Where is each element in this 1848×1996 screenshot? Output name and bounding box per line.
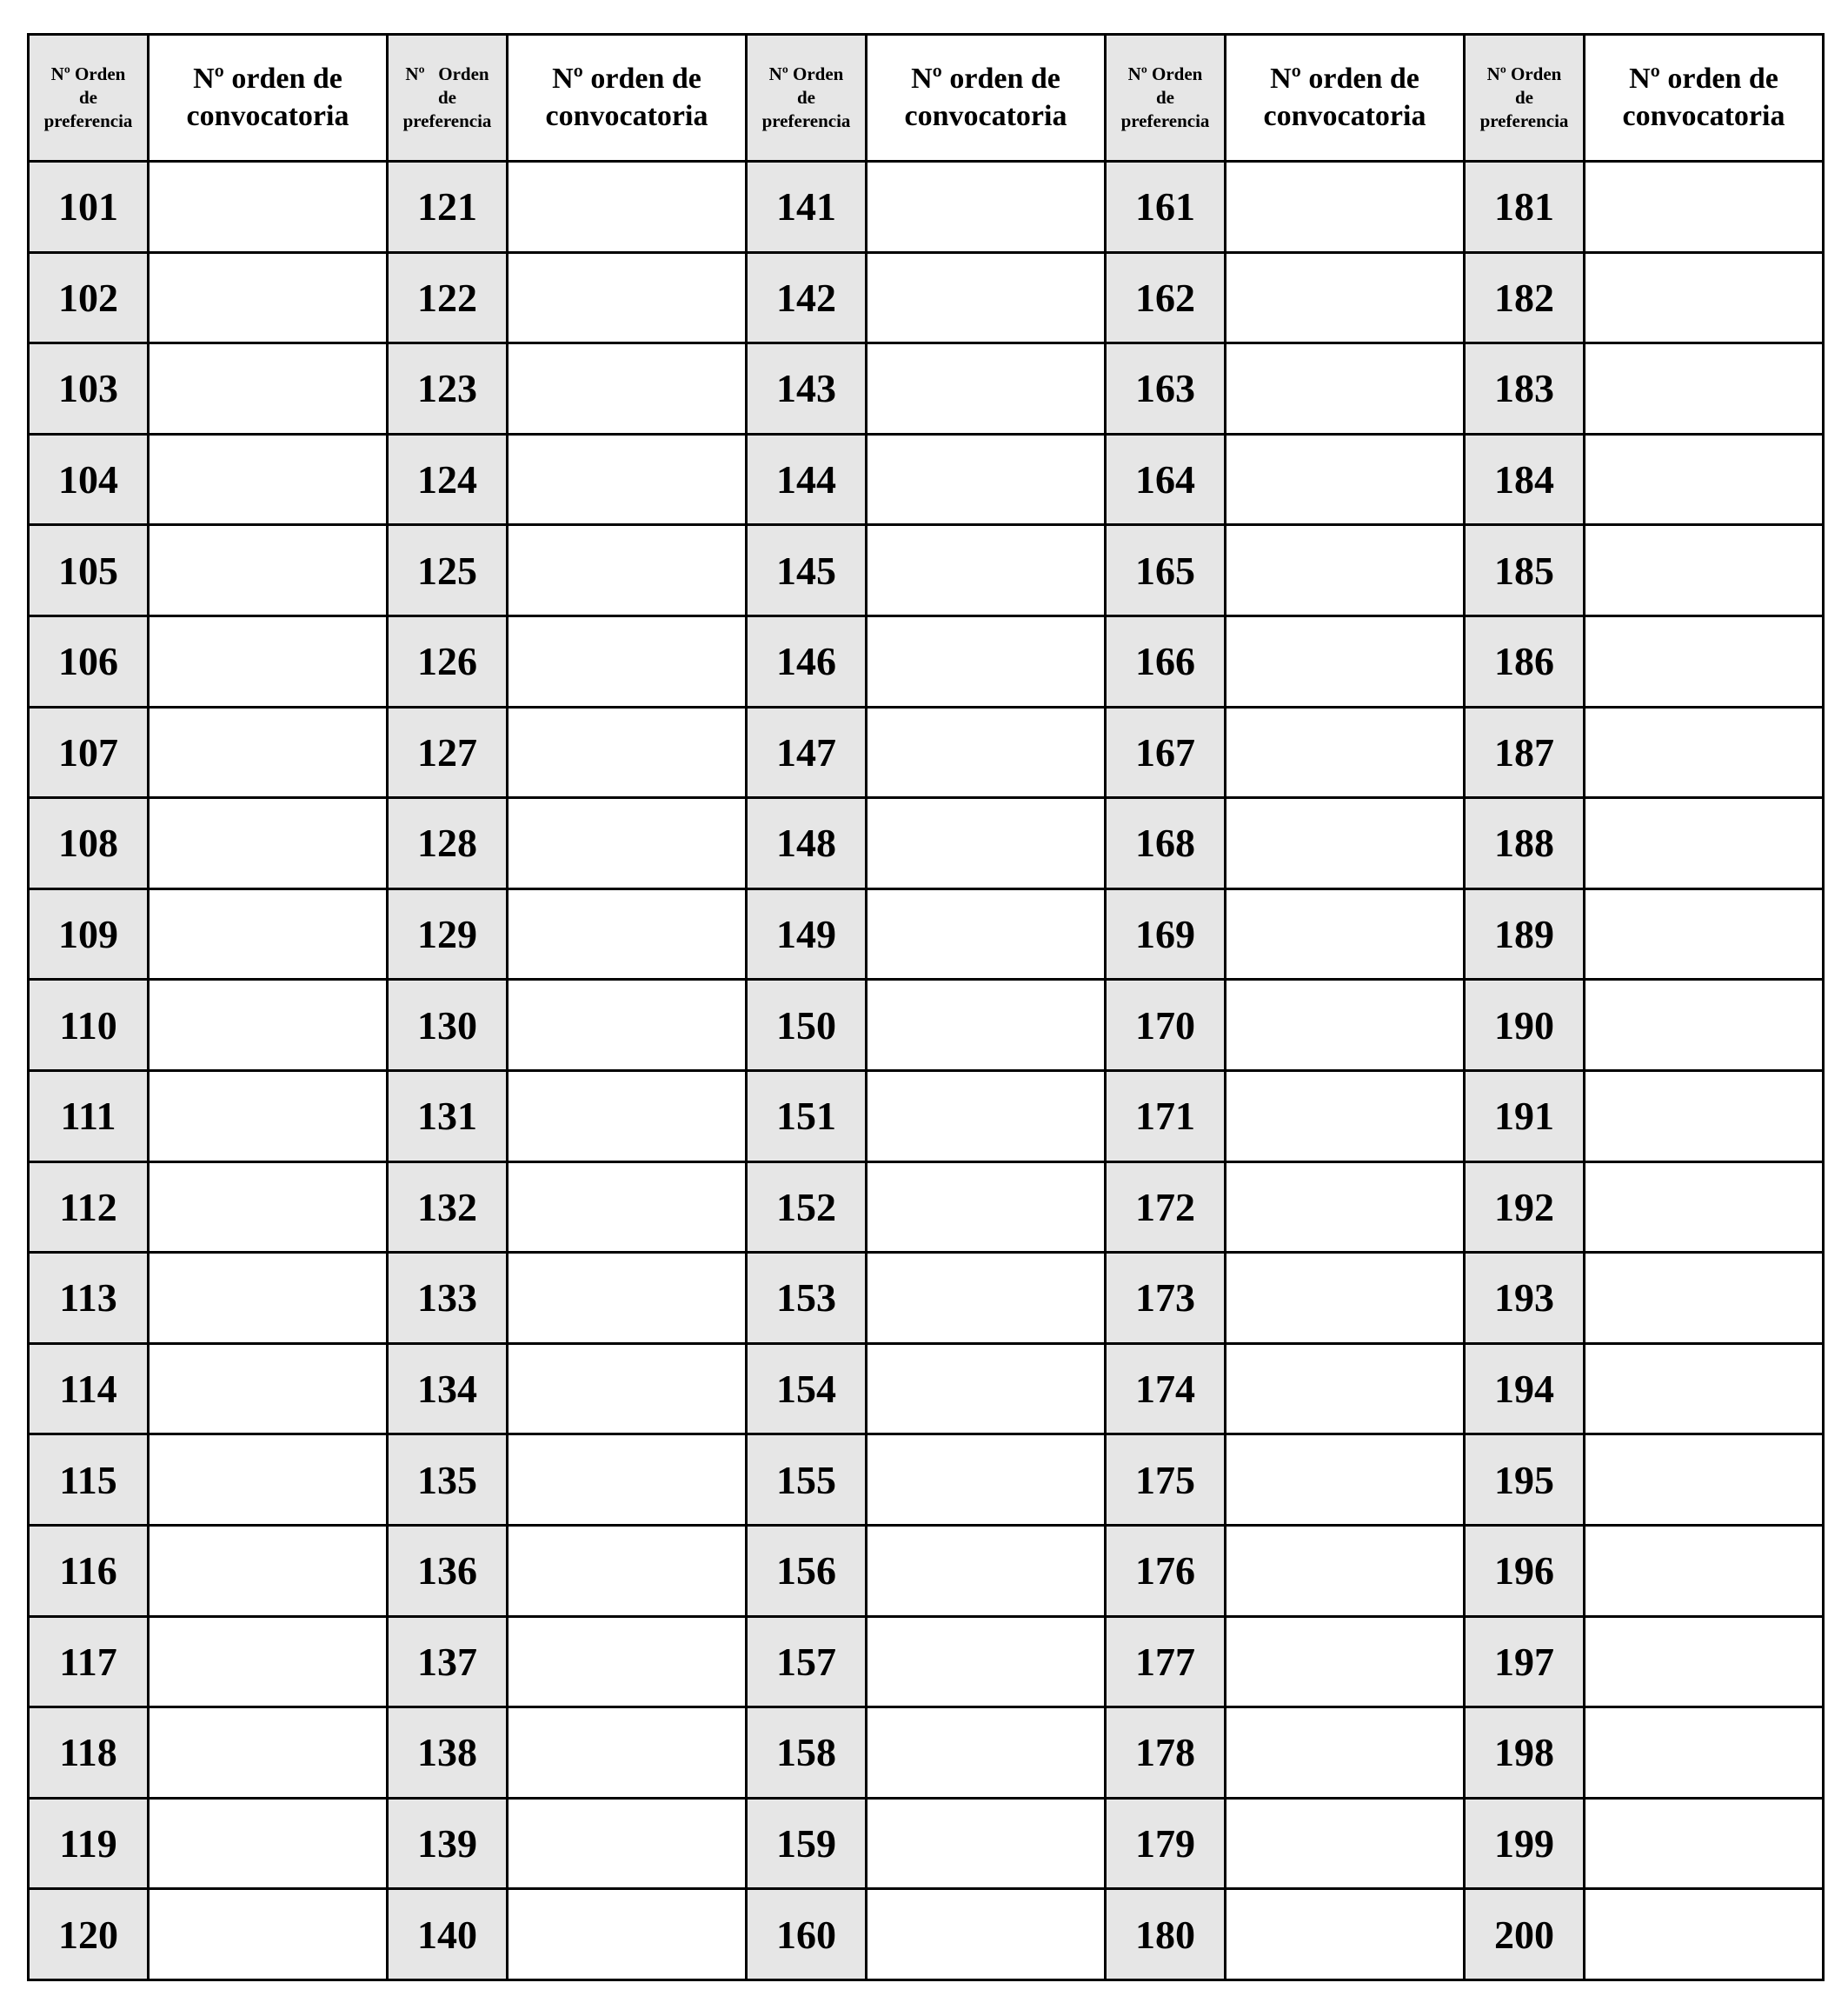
convocatoria-entry-cell[interactable] (508, 1616, 747, 1707)
preference-header: Nº Orden de preferencia (29, 35, 149, 162)
preference-number-cell: 133 (388, 1253, 508, 1344)
convocatoria-entry-cell[interactable] (1226, 1253, 1465, 1344)
preference-number-cell: 148 (747, 798, 867, 889)
preference-number-cell: 115 (29, 1434, 149, 1526)
preference-number-cell: 173 (1106, 1253, 1226, 1344)
preference-number-cell: 110 (29, 980, 149, 1071)
preference-number-cell: 176 (1106, 1525, 1226, 1616)
preference-number-cell: 104 (29, 434, 149, 525)
convocatoria-entry-cell[interactable] (508, 1070, 747, 1161)
preference-number-cell: 134 (388, 1343, 508, 1434)
convocatoria-entry-cell[interactable] (508, 1798, 747, 1889)
convocatoria-entry-cell[interactable] (1226, 888, 1465, 980)
convocatoria-entry-cell[interactable] (1226, 252, 1465, 343)
preference-number-cell: 140 (388, 1889, 508, 1980)
convocatoria-entry-cell[interactable] (1585, 980, 1824, 1071)
convocatoria-entry-cell[interactable] (508, 525, 747, 616)
table-row (29, 1616, 1824, 1707)
preference-number-cell: 135 (388, 1434, 508, 1526)
preference-number-cell: 161 (1106, 162, 1226, 253)
convocatoria-entry-cell[interactable] (1585, 1343, 1824, 1434)
convocatoria-header: Nº orden de convocatoria (1585, 35, 1824, 162)
preference-number-cell: 141 (747, 162, 867, 253)
convocatoria-entry-cell[interactable] (149, 343, 388, 435)
convocatoria-entry-cell[interactable] (1585, 525, 1824, 616)
preference-number-cell: 127 (388, 707, 508, 798)
convocatoria-entry-cell[interactable] (1226, 1434, 1465, 1526)
table-row (29, 615, 1824, 707)
convocatoria-entry-cell[interactable] (1585, 1889, 1824, 1980)
table-row (29, 252, 1824, 343)
convocatoria-entry-cell[interactable] (149, 888, 388, 980)
preference-number-cell: 195 (1465, 1434, 1585, 1526)
table-row (29, 888, 1824, 980)
convocatoria-entry-cell[interactable] (867, 252, 1106, 343)
preference-number-cell: 149 (747, 888, 867, 980)
preference-number-cell: 153 (747, 1253, 867, 1344)
convocatoria-entry-cell[interactable] (508, 343, 747, 435)
preference-number-cell: 170 (1106, 980, 1226, 1071)
convocatoria-entry-cell[interactable] (508, 1889, 747, 1980)
convocatoria-entry-cell[interactable] (1585, 252, 1824, 343)
convocatoria-entry-cell[interactable] (867, 888, 1106, 980)
convocatoria-entry-cell[interactable] (867, 1070, 1106, 1161)
convocatoria-entry-cell[interactable] (149, 162, 388, 253)
preference-number-cell: 136 (388, 1525, 508, 1616)
table-row (29, 162, 1824, 253)
preference-number-cell: 117 (29, 1616, 149, 1707)
preference-number-cell: 181 (1465, 162, 1585, 253)
preference-number-cell: 109 (29, 888, 149, 980)
convocatoria-entry-cell[interactable] (1585, 615, 1824, 707)
convocatoria-entry-cell[interactable] (1585, 1798, 1824, 1889)
table-row (29, 707, 1824, 798)
preference-number-cell: 196 (1465, 1525, 1585, 1616)
preference-number-cell: 152 (747, 1161, 867, 1253)
preference-number-cell: 199 (1465, 1798, 1585, 1889)
convocatoria-entry-cell[interactable] (1226, 1707, 1465, 1799)
convocatoria-entry-cell[interactable] (867, 1707, 1106, 1799)
preference-number-cell: 101 (29, 162, 149, 253)
convocatoria-entry-cell[interactable] (867, 525, 1106, 616)
convocatoria-entry-cell[interactable] (149, 615, 388, 707)
preference-number-cell: 126 (388, 615, 508, 707)
convocatoria-entry-cell[interactable] (867, 1616, 1106, 1707)
preference-number-cell: 162 (1106, 252, 1226, 343)
preference-number-cell: 177 (1106, 1616, 1226, 1707)
convocatoria-entry-cell[interactable] (867, 798, 1106, 889)
preference-number-cell: 138 (388, 1707, 508, 1799)
preference-table (27, 33, 1825, 1981)
convocatoria-entry-cell[interactable] (867, 1798, 1106, 1889)
preference-number-cell: 171 (1106, 1070, 1226, 1161)
preference-number-cell: 111 (29, 1070, 149, 1161)
preference-number-cell: 166 (1106, 615, 1226, 707)
convocatoria-entry-cell[interactable] (149, 1525, 388, 1616)
convocatoria-entry-cell[interactable] (508, 1253, 747, 1344)
convocatoria-entry-cell[interactable] (149, 434, 388, 525)
convocatoria-entry-cell[interactable] (867, 1161, 1106, 1253)
convocatoria-entry-cell[interactable] (149, 1070, 388, 1161)
preference-number-cell: 139 (388, 1798, 508, 1889)
convocatoria-entry-cell[interactable] (508, 1343, 747, 1434)
preference-number-cell: 167 (1106, 707, 1226, 798)
convocatoria-entry-cell[interactable] (867, 343, 1106, 435)
preference-number-cell: 164 (1106, 434, 1226, 525)
preference-number-cell: 165 (1106, 525, 1226, 616)
convocatoria-entry-cell[interactable] (1226, 1161, 1465, 1253)
convocatoria-entry-cell[interactable] (149, 1798, 388, 1889)
convocatoria-entry-cell[interactable] (1226, 798, 1465, 889)
preference-number-cell: 129 (388, 888, 508, 980)
convocatoria-entry-cell[interactable] (508, 1434, 747, 1526)
convocatoria-entry-cell[interactable] (1585, 1161, 1824, 1253)
preference-number-cell: 184 (1465, 434, 1585, 525)
preference-number-cell: 183 (1465, 343, 1585, 435)
preference-number-cell: 107 (29, 707, 149, 798)
preference-number-cell: 179 (1106, 1798, 1226, 1889)
convocatoria-entry-cell[interactable] (149, 1253, 388, 1344)
table-row (29, 434, 1824, 525)
convocatoria-entry-cell[interactable] (1226, 162, 1465, 253)
preference-number-cell: 112 (29, 1161, 149, 1253)
convocatoria-entry-cell[interactable] (867, 434, 1106, 525)
preference-number-cell: 156 (747, 1525, 867, 1616)
preference-number-cell: 163 (1106, 343, 1226, 435)
preference-number-cell: 137 (388, 1616, 508, 1707)
table-row (29, 1525, 1824, 1616)
preference-number-cell: 155 (747, 1434, 867, 1526)
convocatoria-entry-cell[interactable] (1226, 525, 1465, 616)
preference-header: Nº Orden de preferencia (1465, 35, 1585, 162)
table-row (29, 1889, 1824, 1980)
convocatoria-entry-cell[interactable] (867, 615, 1106, 707)
preference-number-cell: 130 (388, 980, 508, 1071)
convocatoria-entry-cell[interactable] (149, 1616, 388, 1707)
convocatoria-entry-cell[interactable] (508, 888, 747, 980)
preference-number-cell: 150 (747, 980, 867, 1071)
convocatoria-entry-cell[interactable] (149, 1707, 388, 1799)
preference-number-cell: 193 (1465, 1253, 1585, 1344)
table-row (29, 1253, 1824, 1344)
convocatoria-entry-cell[interactable] (1585, 1070, 1824, 1161)
convocatoria-entry-cell[interactable] (867, 1889, 1106, 1980)
convocatoria-header: Nº orden de convocatoria (867, 35, 1106, 162)
convocatoria-entry-cell[interactable] (1226, 1798, 1465, 1889)
convocatoria-entry-cell[interactable] (149, 1889, 388, 1980)
convocatoria-entry-cell[interactable] (1226, 615, 1465, 707)
preference-number-cell: 118 (29, 1707, 149, 1799)
preference-number-cell: 125 (388, 525, 508, 616)
convocatoria-entry-cell[interactable] (1585, 888, 1824, 980)
preference-number-cell: 191 (1465, 1070, 1585, 1161)
convocatoria-entry-cell[interactable] (1226, 1616, 1465, 1707)
table-row (29, 1343, 1824, 1434)
preference-number-cell: 114 (29, 1343, 149, 1434)
convocatoria-header: Nº orden de convocatoria (1226, 35, 1465, 162)
preference-number-cell: 192 (1465, 1161, 1585, 1253)
table-row (29, 980, 1824, 1071)
table-row (29, 343, 1824, 435)
preference-number-cell: 124 (388, 434, 508, 525)
preference-number-cell: 113 (29, 1253, 149, 1344)
preference-number-cell: 122 (388, 252, 508, 343)
convocatoria-entry-cell[interactable] (508, 1525, 747, 1616)
convocatoria-entry-cell[interactable] (1585, 707, 1824, 798)
preference-number-cell: 200 (1465, 1889, 1585, 1980)
convocatoria-entry-cell[interactable] (149, 252, 388, 343)
preference-number-cell: 172 (1106, 1161, 1226, 1253)
table-row (29, 1707, 1824, 1799)
preference-number-cell: 120 (29, 1889, 149, 1980)
convocatoria-entry-cell[interactable] (1585, 1707, 1824, 1799)
convocatoria-entry-cell[interactable] (1585, 1434, 1824, 1526)
preference-number-cell: 103 (29, 343, 149, 435)
preference-number-cell: 188 (1465, 798, 1585, 889)
preference-number-cell: 121 (388, 162, 508, 253)
convocatoria-entry-cell[interactable] (149, 525, 388, 616)
convocatoria-entry-cell[interactable] (508, 434, 747, 525)
convocatoria-entry-cell[interactable] (149, 798, 388, 889)
table-row (29, 1798, 1824, 1889)
preference-number-cell: 194 (1465, 1343, 1585, 1434)
convocatoria-entry-cell[interactable] (1226, 1889, 1465, 1980)
preference-number-cell: 105 (29, 525, 149, 616)
preference-number-cell: 186 (1465, 615, 1585, 707)
table-row (29, 1161, 1824, 1253)
convocatoria-header: Nº orden de convocatoria (149, 35, 388, 162)
convocatoria-entry-cell[interactable] (1226, 434, 1465, 525)
preference-number-cell: 144 (747, 434, 867, 525)
convocatoria-entry-cell[interactable] (867, 980, 1106, 1071)
convocatoria-entry-cell[interactable] (1585, 434, 1824, 525)
convocatoria-entry-cell[interactable] (867, 162, 1106, 253)
preference-number-cell: 185 (1465, 525, 1585, 616)
preference-number-cell: 159 (747, 1798, 867, 1889)
convocatoria-entry-cell[interactable] (867, 1343, 1106, 1434)
preference-number-cell: 154 (747, 1343, 867, 1434)
preference-number-cell: 102 (29, 252, 149, 343)
convocatoria-entry-cell[interactable] (1226, 1070, 1465, 1161)
convocatoria-entry-cell[interactable] (1585, 1253, 1824, 1344)
preference-number-cell: 128 (388, 798, 508, 889)
table-row (29, 1434, 1824, 1526)
convocatoria-entry-cell[interactable] (1585, 1616, 1824, 1707)
preference-order-sheet (27, 33, 1825, 1981)
preference-number-cell: 147 (747, 707, 867, 798)
preference-number-cell: 182 (1465, 252, 1585, 343)
preference-number-cell: 187 (1465, 707, 1585, 798)
preference-number-cell: 169 (1106, 888, 1226, 980)
convocatoria-entry-cell[interactable] (867, 1525, 1106, 1616)
preference-number-cell: 108 (29, 798, 149, 889)
preference-number-cell: 143 (747, 343, 867, 435)
convocatoria-entry-cell[interactable] (508, 252, 747, 343)
preference-number-cell: 142 (747, 252, 867, 343)
convocatoria-header: Nº orden de convocatoria (508, 35, 747, 162)
preference-number-cell: 175 (1106, 1434, 1226, 1526)
preference-number-cell: 197 (1465, 1616, 1585, 1707)
convocatoria-entry-cell[interactable] (1585, 1525, 1824, 1616)
preference-number-cell: 106 (29, 615, 149, 707)
convocatoria-entry-cell[interactable] (1226, 707, 1465, 798)
table-row (29, 1070, 1824, 1161)
convocatoria-entry-cell[interactable] (1226, 1343, 1465, 1434)
preference-number-cell: 123 (388, 343, 508, 435)
preference-number-cell: 180 (1106, 1889, 1226, 1980)
convocatoria-entry-cell[interactable] (508, 798, 747, 889)
table-row (29, 525, 1824, 616)
preference-number-cell: 198 (1465, 1707, 1585, 1799)
convocatoria-entry-cell[interactable] (1585, 162, 1824, 253)
preference-number-cell: 158 (747, 1707, 867, 1799)
preference-number-cell: 190 (1465, 980, 1585, 1071)
preference-number-cell: 174 (1106, 1343, 1226, 1434)
preference-number-cell: 146 (747, 615, 867, 707)
convocatoria-entry-cell[interactable] (149, 980, 388, 1071)
convocatoria-entry-cell[interactable] (508, 980, 747, 1071)
convocatoria-entry-cell[interactable] (508, 707, 747, 798)
preference-number-cell: 132 (388, 1161, 508, 1253)
convocatoria-entry-cell[interactable] (1585, 798, 1824, 889)
preference-number-cell: 119 (29, 1798, 149, 1889)
preference-header: Nº Orden de preferencia (747, 35, 867, 162)
preference-number-cell: 189 (1465, 888, 1585, 980)
convocatoria-entry-cell[interactable] (1226, 343, 1465, 435)
convocatoria-entry-cell[interactable] (1226, 980, 1465, 1071)
convocatoria-entry-cell[interactable] (508, 1161, 747, 1253)
preference-number-cell: 178 (1106, 1707, 1226, 1799)
preference-number-cell: 131 (388, 1070, 508, 1161)
preference-number-cell: 157 (747, 1616, 867, 1707)
convocatoria-entry-cell[interactable] (149, 1161, 388, 1253)
preference-number-cell: 116 (29, 1525, 149, 1616)
preference-header: Nº Orden de preferencia (1106, 35, 1226, 162)
preference-number-cell: 168 (1106, 798, 1226, 889)
convocatoria-entry-cell[interactable] (867, 707, 1106, 798)
preference-header: Nº Orden de preferencia (388, 35, 508, 162)
table-row (29, 798, 1824, 889)
convocatoria-entry-cell[interactable] (149, 1343, 388, 1434)
convocatoria-entry-cell[interactable] (867, 1253, 1106, 1344)
convocatoria-entry-cell[interactable] (1585, 343, 1824, 435)
convocatoria-entry-cell[interactable] (508, 615, 747, 707)
preference-number-cell: 160 (747, 1889, 867, 1980)
convocatoria-entry-cell[interactable] (508, 162, 747, 253)
convocatoria-entry-cell[interactable] (508, 1707, 747, 1799)
preference-number-cell: 151 (747, 1070, 867, 1161)
header-row (29, 35, 1824, 162)
convocatoria-entry-cell[interactable] (149, 1434, 388, 1526)
table-body (29, 162, 1824, 1980)
convocatoria-entry-cell[interactable] (1226, 1525, 1465, 1616)
preference-number-cell: 145 (747, 525, 867, 616)
convocatoria-entry-cell[interactable] (149, 707, 388, 798)
convocatoria-entry-cell[interactable] (867, 1434, 1106, 1526)
